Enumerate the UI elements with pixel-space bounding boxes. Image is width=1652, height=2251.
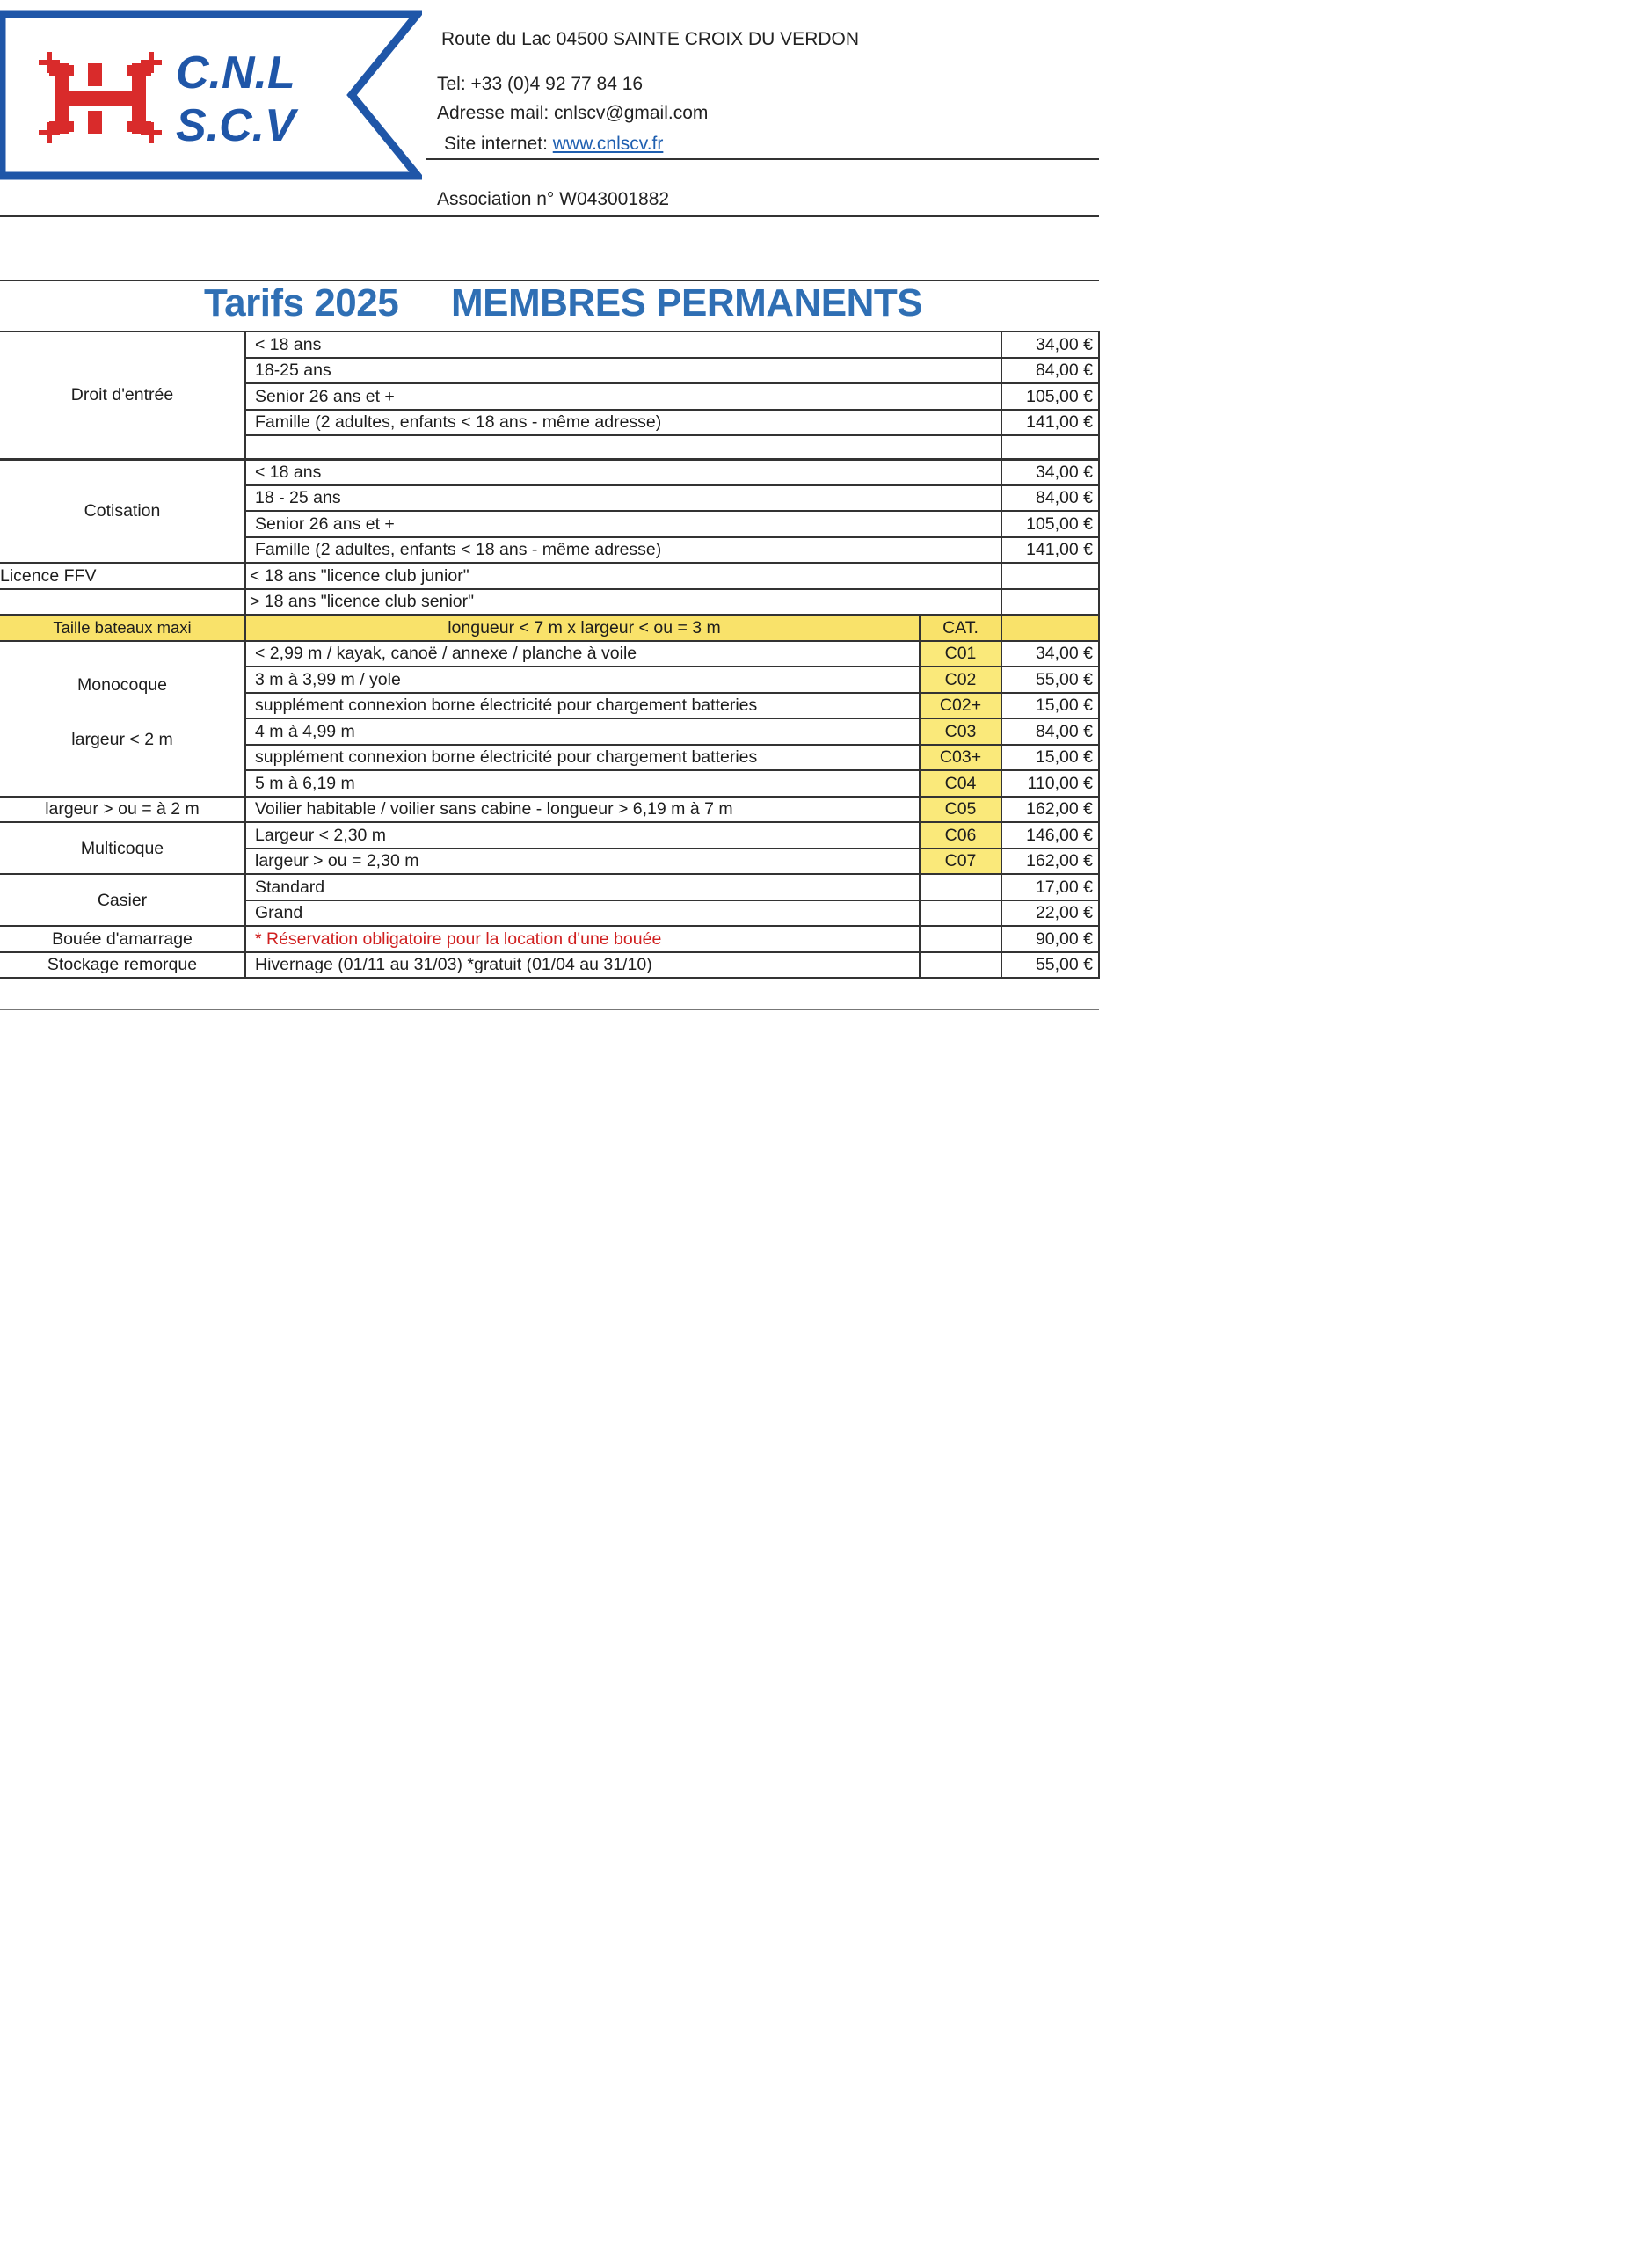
- group-label-cotisation: Cotisation: [0, 459, 245, 563]
- row-cat: C01: [920, 641, 1001, 667]
- row-desc: Voilier habitable / voilier sans cabine - longueur > 6,19 m à 7 m: [245, 797, 920, 823]
- group-label-largeur: largeur > ou = à 2 m: [0, 797, 245, 823]
- row-desc: 4 m à 4,99 m: [245, 718, 920, 745]
- row-price: 146,00 €: [1001, 822, 1099, 849]
- row-price: 162,00 €: [1001, 797, 1099, 823]
- row-price: 141,00 €: [1001, 537, 1099, 564]
- row-price: 22,00 €: [1001, 900, 1099, 927]
- table-row: [0, 952, 1099, 979]
- table-row: [0, 459, 1099, 485]
- row-price: 34,00 €: [1001, 331, 1099, 358]
- row-price: 15,00 €: [1001, 693, 1099, 719]
- title-year: Tarifs 2025: [204, 281, 399, 324]
- row-cat: C03: [920, 718, 1001, 745]
- table-row: [0, 589, 1099, 616]
- association-number: Association n° W043001882: [437, 189, 670, 209]
- table-row: [0, 926, 1099, 952]
- row-desc: 18-25 ans: [245, 358, 1001, 384]
- row-price: [1001, 589, 1099, 616]
- row-cat: C03+: [920, 745, 1001, 771]
- table-row: [0, 641, 1099, 667]
- row-cat: [920, 952, 1001, 979]
- cross-emblem-icon: [39, 52, 162, 143]
- website: [444, 134, 663, 155]
- logo-line2: S.C.V: [176, 100, 295, 151]
- group-label-casier: Casier: [0, 874, 245, 926]
- boats-header-label: Taille bateaux maxi: [0, 615, 245, 641]
- boats-header-row: [0, 615, 1099, 641]
- site-label: Site internet:: [444, 134, 553, 154]
- row-desc: 18 - 25 ans: [245, 485, 1001, 512]
- row-desc: < 18 ans: [245, 459, 1001, 485]
- club-logo: [0, 7, 422, 181]
- row-price: 84,00 €: [1001, 358, 1099, 384]
- row-desc: > 18 ans "licence club senior": [245, 589, 1001, 616]
- row-price: 90,00 €: [1001, 926, 1099, 952]
- group-label-stockage: Stockage remorque: [0, 952, 245, 979]
- row-desc: largeur > ou = 2,30 m: [245, 849, 920, 875]
- group-label-monocoque: [0, 641, 245, 797]
- row-desc: supplément connexion borne électricité pour chargement batteries: [245, 745, 920, 771]
- row-price: 110,00 €: [1001, 770, 1099, 797]
- row-cat: C07: [920, 849, 1001, 875]
- row-desc: Largeur < 2,30 m: [245, 822, 920, 849]
- row-price: 34,00 €: [1001, 641, 1099, 667]
- row-price: 84,00 €: [1001, 485, 1099, 512]
- group-label-licence: Licence FFV: [0, 563, 245, 589]
- boats-header-price: [1001, 615, 1099, 641]
- table-row: [0, 563, 1099, 589]
- row-price: 162,00 €: [1001, 849, 1099, 875]
- table-row: [0, 331, 1099, 358]
- row-cat: [920, 874, 1001, 900]
- row-desc: Famille (2 adultes, enfants < 18 ans - même adresse): [245, 410, 1001, 436]
- group-label-droit-entree: Droit d'entrée: [0, 331, 245, 459]
- row-desc: supplément connexion borne électricité pour chargement batteries: [245, 693, 920, 719]
- row-price: 84,00 €: [1001, 718, 1099, 745]
- row-desc: < 18 ans "licence club junior": [245, 563, 1001, 589]
- row-price: 105,00 €: [1001, 383, 1099, 410]
- row-desc-note: * Réservation obligatoire pour la location d'une bouée: [245, 926, 920, 952]
- row-desc: < 2,99 m / kayak, canoë / annexe / planche à voile: [245, 641, 920, 667]
- row-price: 17,00 €: [1001, 874, 1099, 900]
- row-desc: < 18 ans: [245, 331, 1001, 358]
- title-subtitle: MEMBRES PERMANENTS: [451, 281, 923, 324]
- blank-cell: [1001, 435, 1099, 459]
- row-desc: Standard: [245, 874, 920, 900]
- boats-header-desc: longueur < 7 m x largeur < ou = 3 m: [245, 615, 920, 641]
- row-cat: [920, 926, 1001, 952]
- boats-header-cat: CAT.: [920, 615, 1001, 641]
- row-price: 15,00 €: [1001, 745, 1099, 771]
- row-desc: Hivernage (01/11 au 31/03) *gratuit (01/04 au 31/10): [245, 952, 920, 979]
- row-price: 55,00 €: [1001, 667, 1099, 693]
- row-desc: 3 m à 3,99 m / yole: [245, 667, 920, 693]
- row-price: 141,00 €: [1001, 410, 1099, 436]
- row-price: 55,00 €: [1001, 952, 1099, 979]
- site-link[interactable]: www.cnlscv.fr: [552, 134, 664, 154]
- address: Route du Lac 04500 SAINTE CROIX DU VERDON: [441, 29, 860, 49]
- table-row: [0, 822, 1099, 849]
- phone: Tel: +33 (0)4 92 77 84 16: [437, 74, 644, 94]
- email: Adresse mail: cnlscv@gmail.com: [437, 103, 709, 123]
- group-label-multicoque: Multicoque: [0, 822, 245, 874]
- row-price: 105,00 €: [1001, 511, 1099, 537]
- row-cat: C02: [920, 667, 1001, 693]
- row-desc: Senior 26 ans et +: [245, 383, 1001, 410]
- row-cat: C06: [920, 822, 1001, 849]
- monocoque-width-label: largeur < 2 m: [71, 730, 173, 749]
- row-desc: Grand: [245, 900, 920, 927]
- price-table: [0, 331, 1100, 979]
- row-cat: C04: [920, 770, 1001, 797]
- row-price: [1001, 563, 1099, 589]
- divider: [0, 1009, 1099, 1010]
- table-row: [0, 874, 1099, 900]
- row-cat: [920, 900, 1001, 927]
- row-cat: C05: [920, 797, 1001, 823]
- logo-line1: C.N.L: [176, 47, 295, 98]
- monocoque-label: Monocoque: [77, 675, 167, 695]
- row-desc: Senior 26 ans et +: [245, 511, 1001, 537]
- divider: [0, 215, 1099, 217]
- blank-cell: [245, 435, 1001, 459]
- group-label-bouee: Bouée d'amarrage: [0, 926, 245, 952]
- row-cat: C02+: [920, 693, 1001, 719]
- table-row: [0, 797, 1099, 823]
- row-desc: Famille (2 adultes, enfants < 18 ans - même adresse): [245, 537, 1001, 564]
- divider: [426, 158, 1099, 160]
- row-desc: 5 m à 6,19 m: [245, 770, 920, 797]
- blank-cell: [0, 589, 245, 616]
- row-price: 34,00 €: [1001, 459, 1099, 485]
